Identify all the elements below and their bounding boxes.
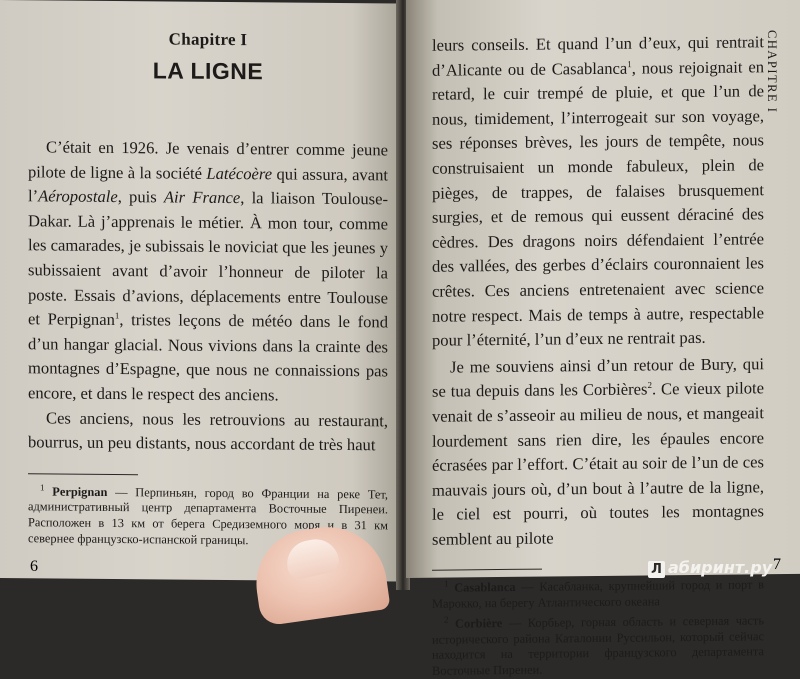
left-paragraph-1 (28, 135, 388, 409)
text-run: Je me souviens ainsi d’un retour de Bury, qui se tua depuis dans les Corbières (432, 353, 764, 402)
running-head: CHAPITRE I (765, 30, 779, 114)
text-run: . Ce vieux pilote venait de s’asseoir au milieu de nous, et mangeait lourdement sans rien dire, les épaules encore écrasées par l’effort. C’était au soir de l’un de ces mauvais jours où, d’un bout à l’autre de la ligne, le ciel est pourri, où toutes les montagnes semblent au pilote (432, 378, 764, 549)
page-number-left: 6 (30, 558, 38, 575)
chapter-title: LA LIGNE (152, 57, 264, 85)
footnote-number: 2 (444, 614, 449, 625)
footnote-reference: 1 (627, 58, 632, 69)
text-run: , nous rejoignait en retard, le cuir trempé de pluie, et que l’un de nous, timidement, l’interrogeait sur son voyage, ses réponses brèves, les jours de tempête, nous construisaient un monde fabuleux, plein de pièges, de trappes, de falaises brusquement surgies, et de remous qui eussent déraciné des cèdres. Des dragons noirs défendaient l’entrée des vallées, des gerbes d’éclairs couronnaient les crêtes. Ces anciens entretenaient avec science notre respect. Mais de temps à autre, respectable pour l’éternité, l’un d’eux ne rentrait pas. (432, 56, 764, 350)
watermark-logo: Л (648, 561, 665, 578)
company-name-air-france: Air France (163, 187, 241, 208)
footnote-divider (432, 569, 542, 571)
right-paragraph-2 (432, 352, 764, 552)
text-run: , tristes leçons de météo dans le fond d’un hangar glacial. Nous vivions dans la crainte des montagnes d’Espagne, que nous ne connaissions pas encore, et dans le respect des anciens. (28, 310, 388, 405)
footnote-corbiere (432, 609, 764, 679)
text-run: C’était en 1926. Je venais d’entrer comme jeune pilote de ligne à la société (28, 137, 388, 183)
company-name-aeropostale: Aéropostale (38, 186, 118, 207)
footnote-text: — Касабланка, крупнейший город и порт в Марокко, на берегу Атлантического океана (432, 577, 764, 611)
watermark-text: абиринт.ру (668, 558, 773, 577)
footnote-casablanca (432, 574, 764, 613)
chapter-label: Chapitre I (168, 29, 248, 50)
text-run: leurs conseils. Et quand l’un d’eux, qui rentrait d’Alicante ou de Casablanca (432, 32, 764, 80)
watermark (648, 558, 772, 578)
footnote-number: 1 (40, 482, 45, 493)
text-run: , puis (117, 187, 164, 207)
footnote-term: Perpignan (52, 484, 108, 499)
right-paragraph-1 (432, 30, 764, 353)
footnote-reference: 1 (114, 310, 120, 321)
footnote-text: — Корбьер, горная область и северная часть исторического района Каталонии Руссильон, который сейчас находится на территории французского департамента Восточные Пиренеи. (432, 613, 764, 678)
text-run: qui assura, avant l’ (28, 163, 388, 206)
footnote-reference: 2 (647, 380, 652, 391)
page-number-right: 7 (773, 556, 781, 573)
company-name-latecoere: Latécoère (206, 163, 273, 183)
footnote-term: Corbière (455, 615, 503, 631)
footnote-term: Casablanca (454, 580, 516, 596)
footnote-text: — Перпиньян, город во Франции на реке Тет, административный центр департамента Восточные Пиренеи. Расположен в 13 км от берега Средиземного моря и в 31 км севернее французско-испанской границы. (28, 484, 388, 547)
text-run: , la liaison Toulouse-Dakar. Là j’apprenais le métier. À mon tour, comme les camarades, je subissais le noviciat que les jeunes y subissaient avant d’avoir l’honneur de piloter la poste. Essais d’avions, déplacements entre Toulouse et Perpignan (28, 188, 388, 330)
right-page (406, 0, 800, 678)
footnote-divider (28, 473, 138, 475)
left-paragraph-2: Ces anciens, nous les retrouvions au restaurant, bourrus, un peu distants, nous accordant de très haut (28, 407, 388, 455)
footnote-number: 1 (444, 579, 449, 590)
left-page (0, 0, 400, 581)
